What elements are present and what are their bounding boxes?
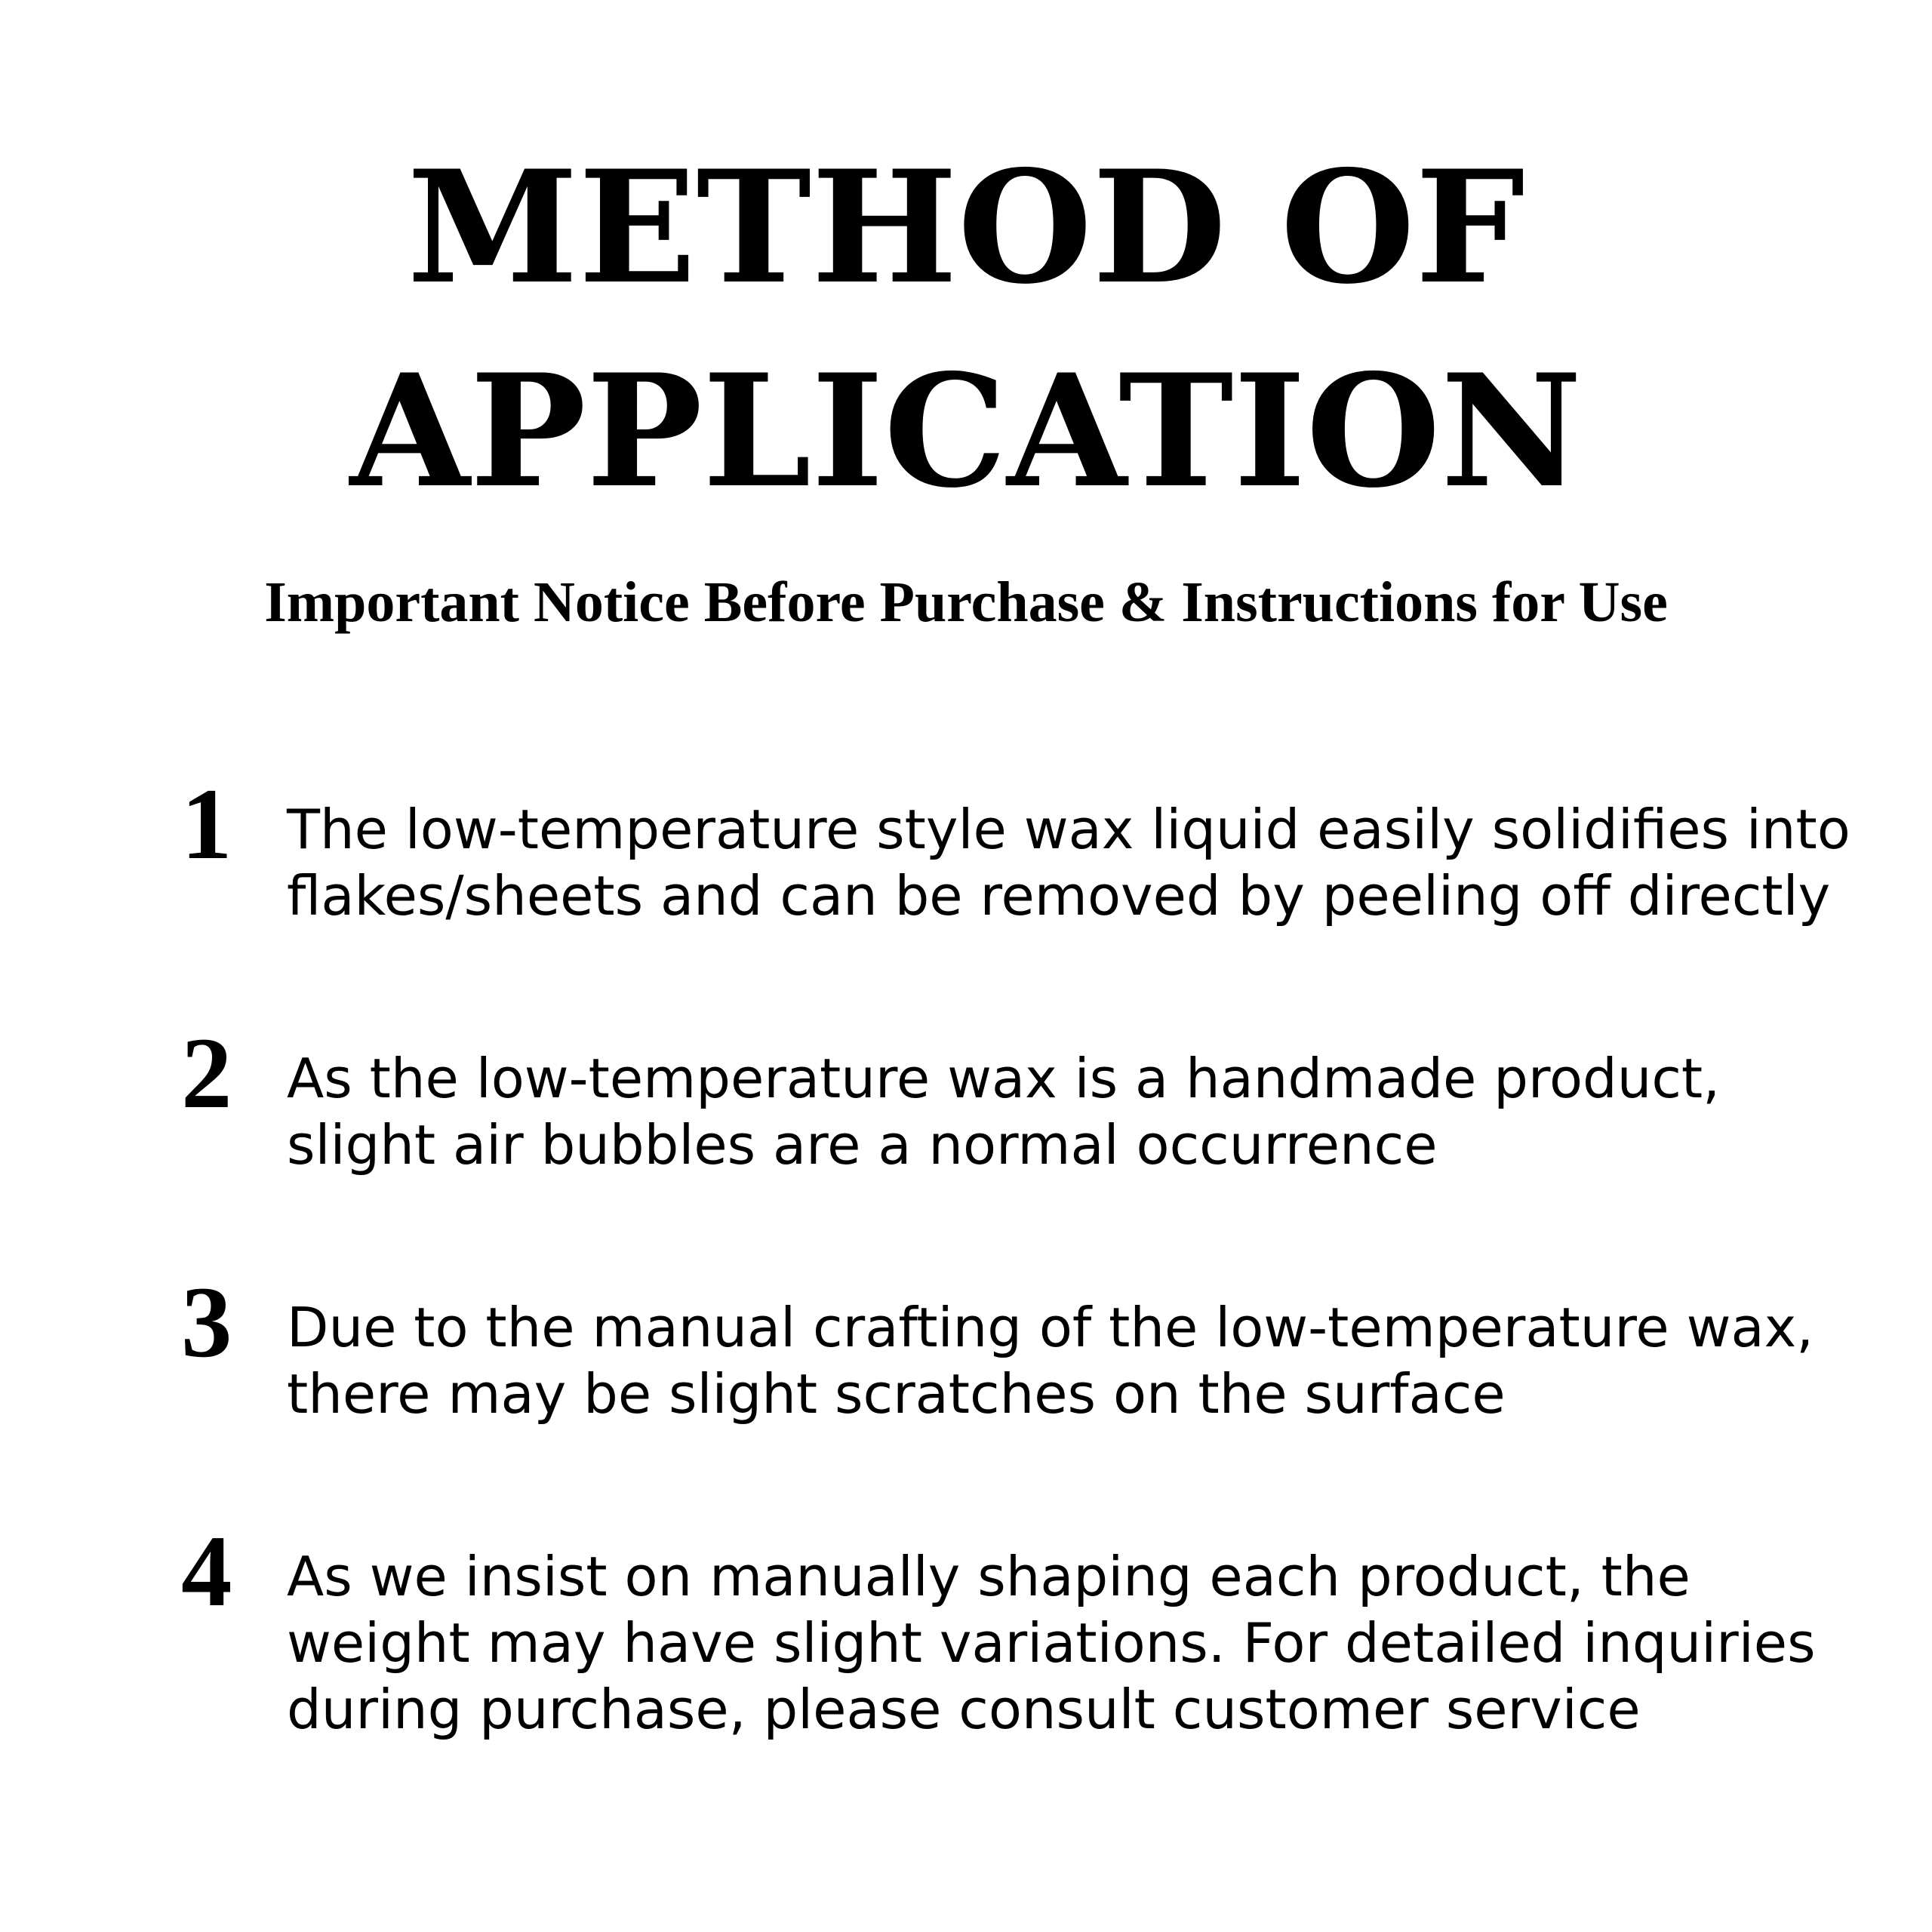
item-number: 4	[181, 1515, 232, 1628]
item-number: 1	[181, 768, 232, 881]
item-text: Due to the manual crafting of the low-temperature wax, there may be slight scratches on the surface	[287, 1296, 1814, 1426]
item-text: As the low-temperature wax is a handmade product, slight air bubbles are a normal occurrence	[287, 1047, 1721, 1177]
item-text: The low-temperature style wax liquid easily solidifies into flakes/sheets and can be removed by peeling off directly	[287, 798, 1850, 928]
subtitle: Important Notice Before Purchase & Instructions for Use	[264, 571, 1668, 634]
item-number: 3	[181, 1266, 232, 1379]
title-line-1: METHOD OF	[407, 137, 1525, 318]
item-number: 2	[181, 1017, 232, 1130]
title-line-2: APPLICATION	[349, 341, 1583, 522]
item-text: As we insist on manually shaping each product, the weight may have slight variations. For detailed inquiries during purchase, please consult customer service	[287, 1545, 1816, 1741]
